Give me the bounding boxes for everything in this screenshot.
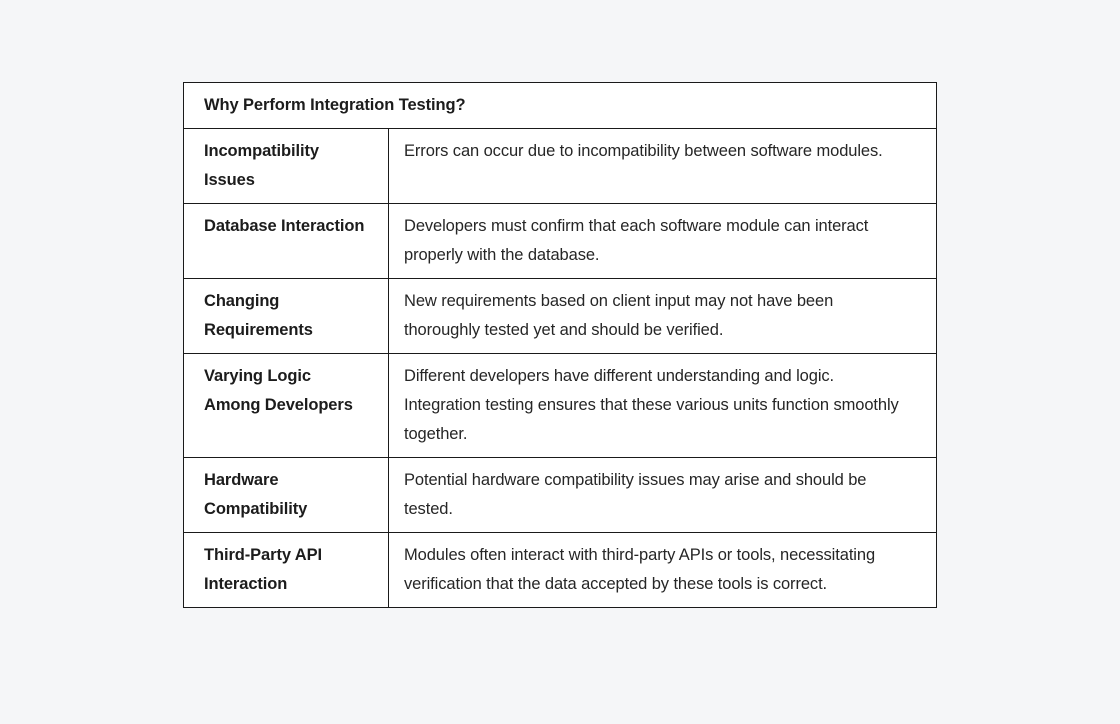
term-cell: Database Interaction xyxy=(184,204,389,279)
table-row xyxy=(184,279,937,354)
description-cell: Different developers have different understanding and logic. Integration testing ensures that these various units function smoothly together. xyxy=(389,354,937,458)
table-row xyxy=(184,204,937,279)
term-cell: Incompatibility Issues xyxy=(184,129,389,204)
integration-testing-table xyxy=(183,82,937,608)
term-cell: Third-Party API Interaction xyxy=(184,533,389,608)
term-cell: Varying Logic Among Developers xyxy=(184,354,389,458)
description-cell: Developers must confirm that each software module can interact properly with the database. xyxy=(389,204,937,279)
table-title: Why Perform Integration Testing? xyxy=(184,83,937,129)
table-row xyxy=(184,129,937,204)
integration-testing-table-container xyxy=(183,82,937,608)
table-row xyxy=(184,533,937,608)
table-row xyxy=(184,458,937,533)
table-row xyxy=(184,354,937,458)
description-cell: Potential hardware compatibility issues may arise and should be tested. xyxy=(389,458,937,533)
term-cell: Hardware Compatibility xyxy=(184,458,389,533)
table-title-row xyxy=(184,83,937,129)
description-cell: Errors can occur due to incompatibility between software modules. xyxy=(389,129,937,204)
description-cell: Modules often interact with third-party APIs or tools, necessitating verification that the data accepted by these tools is correct. xyxy=(389,533,937,608)
description-cell: New requirements based on client input may not have been thoroughly tested yet and should be verified. xyxy=(389,279,937,354)
term-cell: Changing Requirements xyxy=(184,279,389,354)
